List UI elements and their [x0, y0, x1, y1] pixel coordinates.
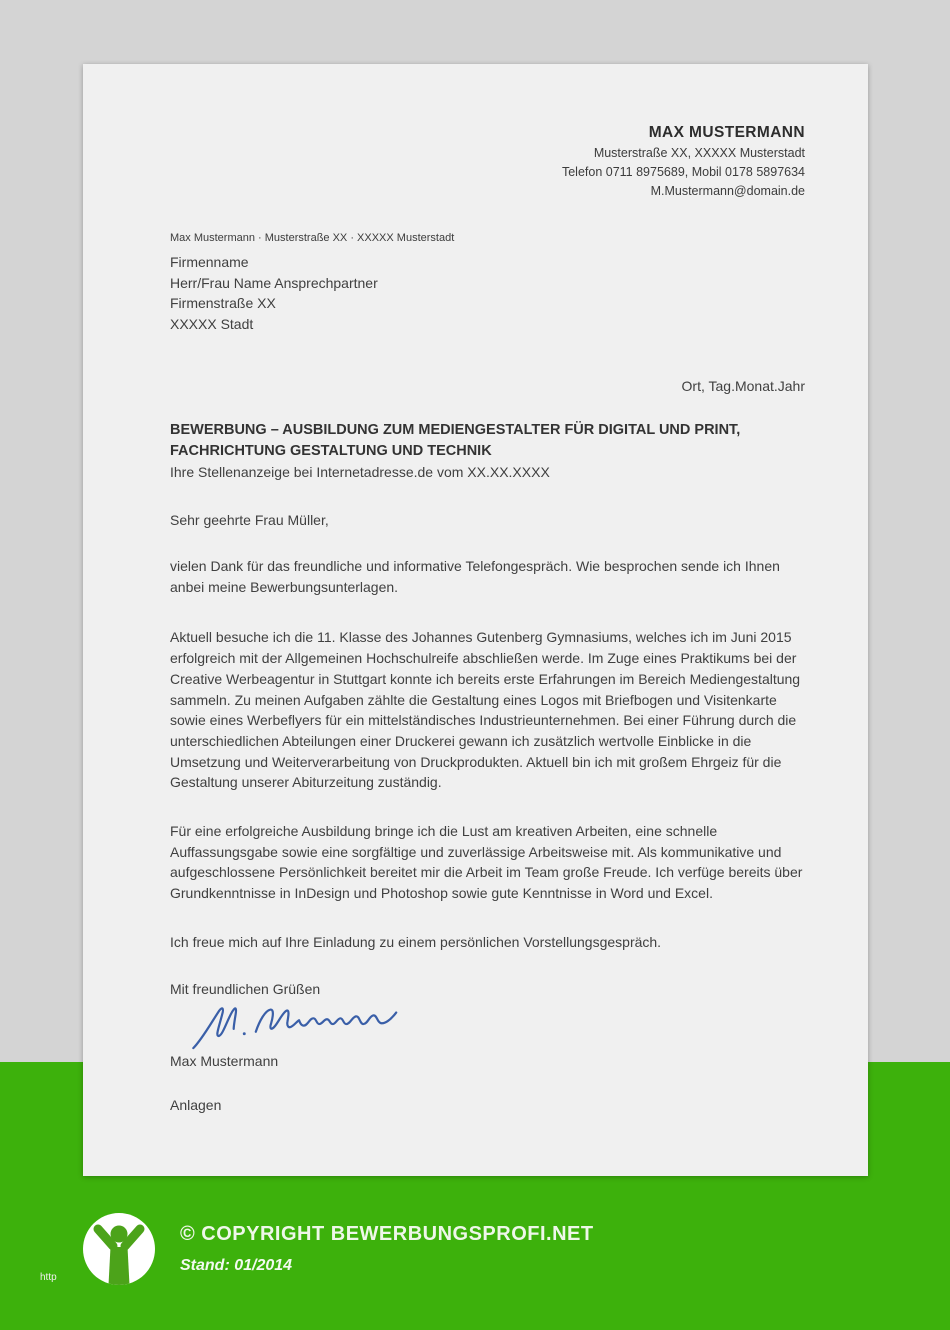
recipient-city: XXXXX Stadt — [170, 315, 254, 332]
applicant-phone: Telefon 0711 8975689, Mobil 0178 5897634 — [561, 165, 805, 179]
copyright-text: © COPYRIGHT BEWERBUNGSPROFI.NET — [180, 1223, 594, 1245]
recipient-company: Firmenname — [170, 254, 249, 270]
recipient-contact: Herr/Frau Name Ansprechpartner — [170, 274, 378, 291]
letter-header — [170, 122, 805, 201]
subject-block — [170, 420, 805, 483]
closing-phrase: Mit freundlichen Grüßen — [170, 980, 321, 997]
applicant-email: M.Mustermann@domain.de — [650, 184, 805, 198]
subject-reference: Ihre Stellenanzeige bei Internetadresse.de vom XX.XX.XXXX — [170, 464, 550, 480]
salutation: Sehr geehrte Frau Müller, — [170, 512, 329, 528]
enclosures-label: Anlagen — [170, 1096, 222, 1113]
paragraph-intro: vielen Dank für das freundliche und informative Telefongespräch. Wie besprochen sende ich Ihnen anbei meine Bewerbungsunterlagen. — [170, 558, 780, 595]
subject-title: BEWERBUNG – AUSBILDUNG ZUM MEDIENGESTALTER FÜR DIGITAL UND PRINT, FACHRICHTUNG GESTALTUNG UND TECHNIK — [170, 422, 741, 459]
sender-return-address: Max Mustermann · Musterstraße XX · XXXXX Musterstadt — [170, 232, 455, 244]
recipient-block — [170, 252, 805, 334]
applicant-address: Musterstraße XX, XXXXX Musterstadt — [593, 146, 805, 160]
date-line: Ort, Tag.Monat.Jahr — [681, 378, 805, 394]
applicant-name: MAX MUSTERMANN — [648, 124, 805, 141]
signature-printed-name: Max Mustermann — [170, 1052, 279, 1069]
paragraph-invitation: Ich freue mich auf Ihre Einladung zu einem persönlichen Vorstellungsgespräch. — [170, 933, 662, 950]
person-arms-raised-icon — [83, 1213, 155, 1285]
recipient-street: Firmenstraße XX — [170, 295, 276, 311]
letter-page — [83, 64, 868, 1176]
paragraph-skills: Für eine erfolgreiche Ausbildung bringe ich die Lust am kreativen Arbeiten, eine schnelle Auffassungsgabe sowie eine sorgfältige und zuverlässige Arbeitsweise mit. Als kommunikative und aufgeschlossene Persönlichkeit bereitet mir die Arbeit im Team große Freude. Ich verfüge bereits über Grundkenntnisse in InDesign und Photoshop sowie gute Kenntnisse in Word und Excel. — [170, 823, 803, 902]
url-fragment-text: http — [40, 1272, 57, 1283]
signature-image — [136, 1001, 805, 1051]
version-date-text: Stand: 01/2014 — [180, 1257, 293, 1274]
paragraph-experience: Aktuell besuche ich die 11. Klasse des Johannes Gutenberg Gymnasiums, welches ich im Juni 2015 erfolgreich mit der Allgemeinen Hochschulreife abschließen werde. Im Zuge eines Praktikums bei der Creative Werbeagentur in Stuttgart konnte ich bereits erste Erfahrungen im Bereich Mediengestaltung sammeln. Zu meinen Aufgaben zählte die Gestaltung eines Logos mit Briefbogen und Visitenkarte sowie eines Werbeflyers für ein mittelständisches Industrieunternehmen. Bei einer Führung durch die unterschiedlichen Abteilungen einer Druckerei gewann ich zusätzlich wertvolle Einblicke in die Umsetzung und Weiterverarbeitung von Druckprodukten. Aktuell bin ich mit großem Ehrgeiz für die Gestaltung unserer Abiturzeitung zuständig. — [170, 629, 801, 791]
